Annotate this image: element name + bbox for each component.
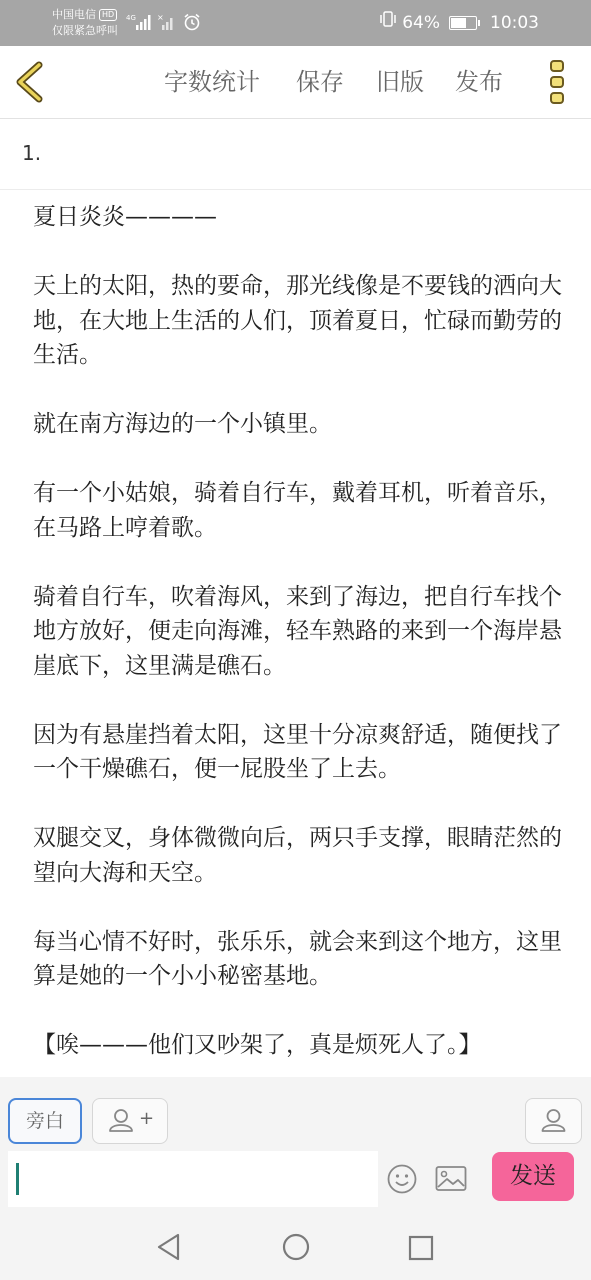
back-button[interactable] — [12, 60, 56, 104]
paragraph: 有一个小姑娘，骑着自行车，戴着耳机，听着音乐，在马路上哼着歌。 — [33, 480, 562, 541]
image-icon — [435, 1165, 467, 1193]
emergency-only-label: 仅限紧急呼叫 — [52, 24, 118, 37]
user-icon — [110, 1110, 132, 1131]
paragraph: 双腿交叉，身体微微向后，两只手支撑，眼睛茫然的望向大海和天空。 — [33, 825, 562, 886]
alarm-icon — [183, 13, 201, 35]
nav-home-button[interactable] — [281, 1232, 311, 1266]
nav-back-button[interactable] — [155, 1232, 183, 1266]
signal-icon — [126, 12, 176, 36]
message-composer — [0, 1077, 591, 1210]
narration-button[interactable]: 旁白 — [8, 1098, 82, 1144]
svg-text:×: × — [157, 13, 164, 22]
paragraph: 天上的太阳，热的要命，那光线像是不要钱的洒向大地，在大地上生活的人们，顶着夏日，忙碌而勤劳的生活。 — [33, 273, 562, 368]
save-button[interactable]: 保存 — [296, 68, 344, 96]
user-icon — [525, 1098, 582, 1144]
smiley-icon — [386, 1163, 418, 1195]
emoji-button[interactable] — [386, 1163, 418, 1195]
battery-icon — [449, 16, 477, 30]
paragraph: 夏日炎炎———— — [33, 204, 217, 230]
plus-icon: + — [139, 1108, 155, 1129]
story-content — [33, 200, 563, 1072]
chapter-title-field[interactable] — [0, 119, 591, 190]
insert-image-button[interactable] — [435, 1165, 467, 1193]
publish-button[interactable]: 发布 — [455, 68, 503, 96]
carrier-name: 中国电信 — [52, 8, 96, 21]
old-version-button[interactable]: 旧版 — [376, 68, 424, 96]
carrier-info — [52, 7, 118, 39]
status-right — [379, 11, 539, 34]
square-recents-icon — [407, 1234, 435, 1262]
status-bar — [0, 0, 591, 46]
message-input[interactable] — [8, 1151, 378, 1207]
nav-recents-button[interactable] — [407, 1234, 435, 1266]
more-menu-button[interactable] — [546, 58, 570, 108]
hd-badge: HD — [99, 9, 117, 21]
word-count-button[interactable]: 字数统计 — [164, 68, 260, 96]
chevron-left-icon — [12, 60, 56, 104]
add-role-button[interactable] — [92, 1098, 168, 1144]
battery-percent: 64% — [402, 12, 440, 33]
vibrate-icon — [379, 11, 397, 34]
paragraph: 就在南方海边的一个小镇里。 — [33, 411, 332, 437]
system-nav-bar — [0, 1210, 591, 1280]
circle-home-icon — [281, 1232, 311, 1262]
paragraph: 每当心情不好时，张乐乐，就会来到这个地方，这里算是她的一个小小秘密基地。 — [33, 928, 562, 989]
paragraph: 骑着自行车，吹着海风，来到了海边，把自行车找个地方放好，便走向海滩，轻车熟路的来到一个海岸悬崖底下，这里满是礁石。 — [33, 583, 562, 679]
role-select-button[interactable] — [525, 1098, 582, 1144]
editor-toolbar — [0, 46, 591, 119]
clock-time: 10:03 — [490, 12, 539, 33]
paragraph: 【唉———他们又吵架了，真是烦死人了。】 — [33, 1032, 482, 1058]
chapter-title: 1. — [22, 141, 42, 165]
more-vertical-icon — [546, 58, 570, 108]
network-type: 4G — [126, 14, 136, 22]
send-button[interactable]: 发送 — [492, 1152, 574, 1201]
triangle-back-icon — [155, 1232, 183, 1262]
paragraph: 因为有悬崖挡着太阳，这里十分凉爽舒适，随便找了一个干燥礁石，便一屁股坐了上去。 — [33, 721, 562, 782]
text-caret — [16, 1163, 19, 1195]
